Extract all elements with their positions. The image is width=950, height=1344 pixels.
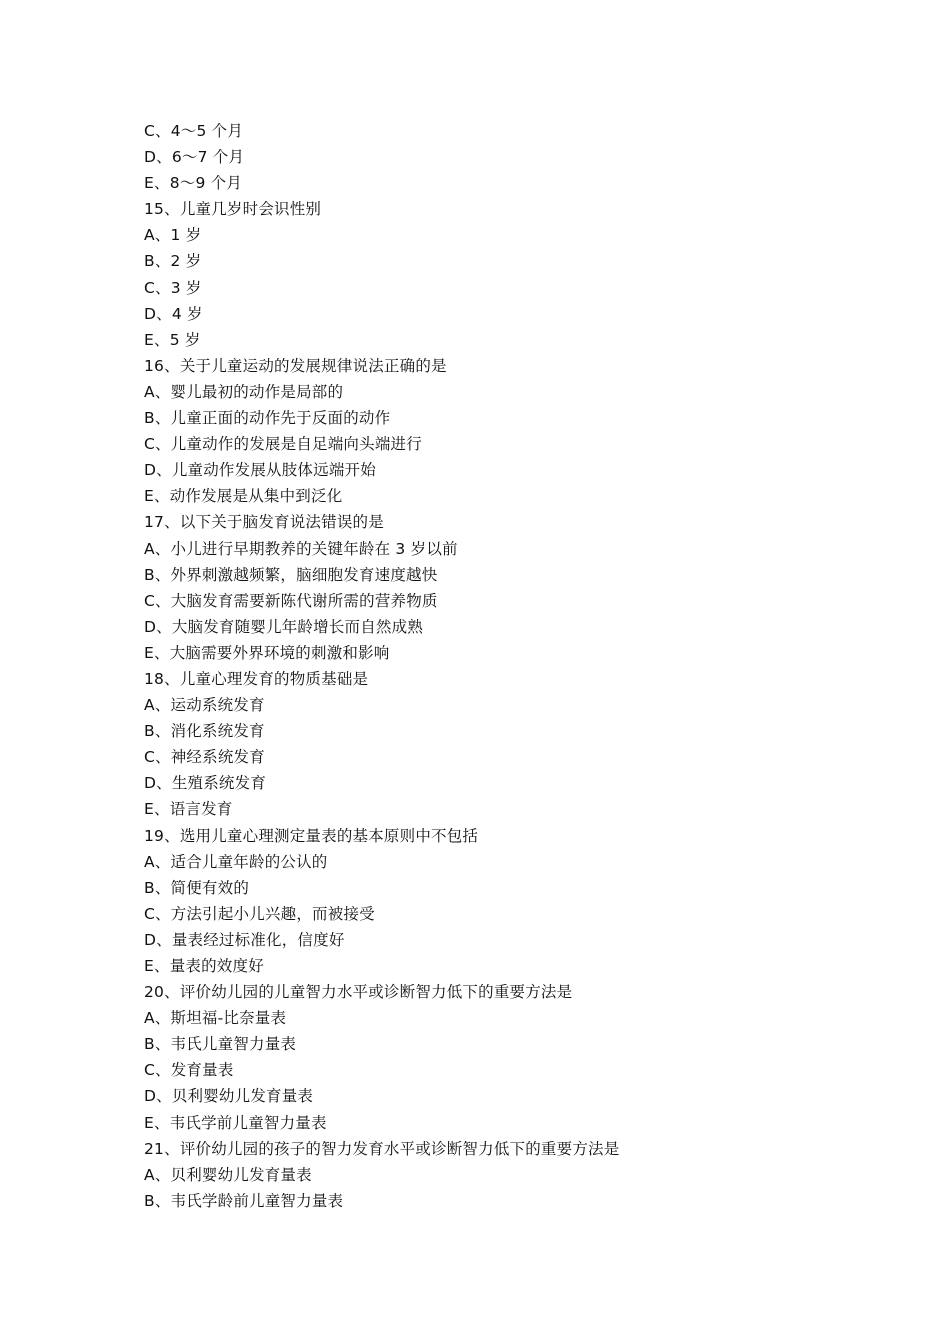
option-line: E、动作发展是从集中到泛化 [144,487,343,506]
question-line: 18、儿童心理发育的物质基础是 [144,669,369,688]
option-line: A、贝利婴幼儿发育量表 [144,1165,312,1184]
option-line: C、方法引起小儿兴趣，而被接受 [144,904,375,923]
option-line: C、4～5 个月 [144,122,244,140]
option-line: B、韦氏学龄前儿童智力量表 [144,1191,344,1210]
option-line: D、6～7 个月 [144,148,245,167]
option-line: A、婴儿最初的动作是局部的 [144,382,344,401]
question-line: 16、关于儿童运动的发展规律说法正确的是 [144,356,447,375]
option-line: E、韦氏学前儿童智力量表 [144,1113,327,1132]
option-line: A、适合儿童年龄的公认的 [144,852,328,871]
option-line: D、大脑发育随婴儿年龄增长而自然成熟 [144,617,424,636]
option-line: D、生殖系统发育 [144,774,267,793]
option-line: A、1 岁 [144,226,202,245]
option-line: E、5 岁 [144,330,201,349]
option-line: B、消化系统发育 [144,722,265,741]
option-line: E、语言发育 [144,800,233,819]
option-line: A、运动系统发育 [144,696,265,715]
document-body [144,118,864,1214]
option-line: C、大脑发育需要新陈代谢所需的营养物质 [144,591,438,610]
option-line: B、韦氏儿童智力量表 [144,1035,297,1054]
option-line: B、外界刺激越频繁，脑细胞发育速度越快 [144,565,438,584]
option-line: C、3 岁 [144,278,202,297]
option-line: B、儿童正面的动作先于反面的动作 [144,409,391,428]
question-line: 21、评价幼儿园的孩子的智力发育水平或诊断智力低下的重要方法是 [144,1139,620,1158]
option-line: D、量表经过标准化，信度好 [144,930,345,949]
option-line: C、神经系统发育 [144,748,265,767]
option-line: E、8～9 个月 [144,174,243,193]
option-line: C、儿童动作的发展是自足端向头端进行 [144,435,422,454]
option-line: A、斯坦福-比奈量表 [144,1009,287,1028]
question-line: 15、儿童几岁时会识性别 [144,200,322,219]
option-line: D、儿童动作发展从肢体远端开始 [144,461,376,480]
option-line: B、2 岁 [144,252,202,271]
option-line: E、大脑需要外界环境的刺激和影响 [144,643,390,662]
option-line: B、简便有效的 [144,878,250,897]
option-line: C、发育量表 [144,1061,234,1080]
option-line: E、量表的效度好 [144,957,264,975]
question-line: 17、以下关于脑发育说法错误的是 [144,513,384,532]
question-line: 20、评价幼儿园的儿童智力水平或诊断智力低下的重要方法是 [144,983,573,1002]
question-line: 19、选用儿童心理测定量表的基本原则中不包括 [144,826,479,845]
option-line: A、小儿进行早期教养的关键年龄在 3 岁以前 [144,539,458,558]
option-line: D、4 岁 [144,304,203,323]
option-line: D、贝利婴幼儿发育量表 [144,1087,314,1106]
